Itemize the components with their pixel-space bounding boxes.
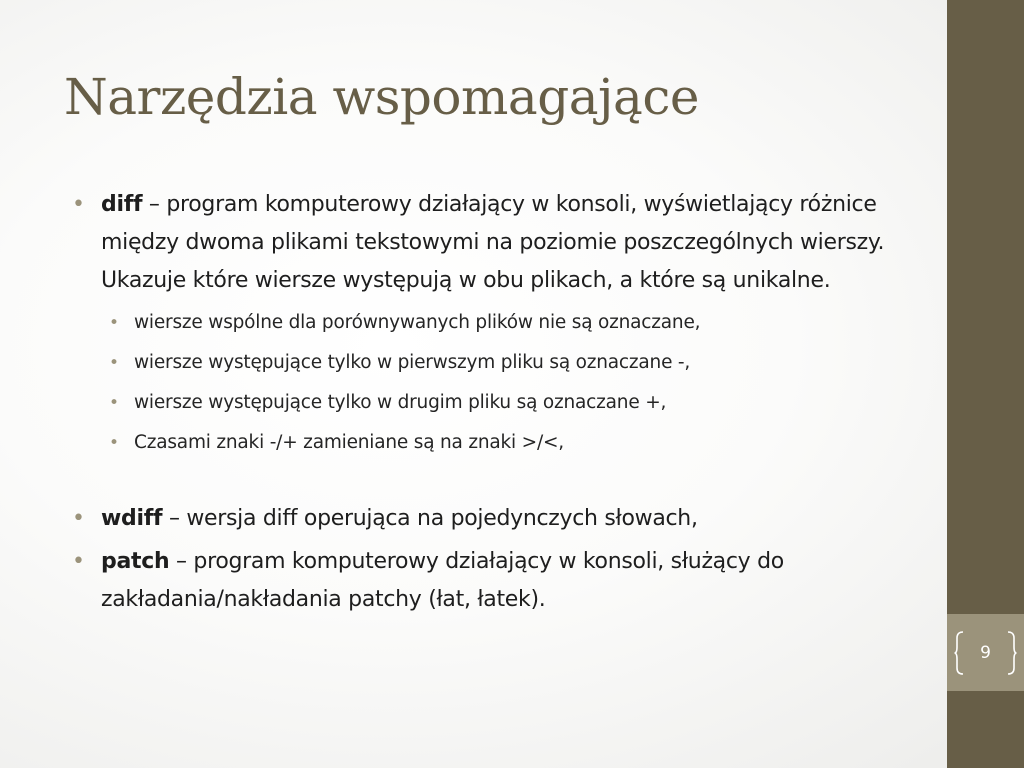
sub-item-text: wiersze wspólne dla porównywanych plików nie są oznaczane, xyxy=(134,312,701,333)
bullet-icon: • xyxy=(72,192,85,217)
sub-list-item xyxy=(109,383,922,423)
page-number-frame xyxy=(954,630,1017,676)
slide-title: Narzędzia wspomagające xyxy=(64,68,699,126)
bullet-list xyxy=(72,186,922,619)
bullet-icon: • xyxy=(109,433,119,453)
list-item-wdiff xyxy=(72,500,922,538)
bullet-icon: • xyxy=(109,313,119,333)
sub-list-item xyxy=(109,343,922,383)
description-wdiff: – wersja diff operująca na pojedynczych słowach, xyxy=(162,506,698,531)
term-diff: diff xyxy=(101,192,143,217)
sub-list xyxy=(72,303,922,463)
bullet-icon: • xyxy=(109,393,119,413)
bullet-icon: • xyxy=(72,549,85,574)
term-patch: patch xyxy=(101,549,170,574)
sub-item-text: wiersze występujące tylko w pierwszym pliku są oznaczane -, xyxy=(134,352,691,373)
bullet-icon: • xyxy=(72,506,85,531)
sub-item-text: wiersze występujące tylko w drugim pliku są oznaczane +, xyxy=(134,392,667,413)
bullet-icon: • xyxy=(109,353,119,373)
sub-list-item xyxy=(109,423,922,463)
list-item-diff xyxy=(72,186,922,300)
description-patch: – program komputerowy działający w konsoli, służący do zakładania/nakładania patchy (łat, łatek). xyxy=(101,549,784,612)
term-wdiff: wdiff xyxy=(101,506,163,531)
page-number-box xyxy=(947,614,1024,691)
sub-list-item xyxy=(109,303,922,343)
description-diff: – program komputerowy działający w konsoli, wyświetlający różnice między dwoma plikami tekstowymi na poziomie poszczególnych wierszy. Ukazuje które wiersze występują w obu plikach, a które są unikalne. xyxy=(101,192,885,293)
sub-item-text: Czasami znaki -/+ zamieniane są na znaki >/<, xyxy=(134,432,564,453)
list-item-patch xyxy=(72,543,922,619)
page-number: 9 xyxy=(980,643,991,663)
